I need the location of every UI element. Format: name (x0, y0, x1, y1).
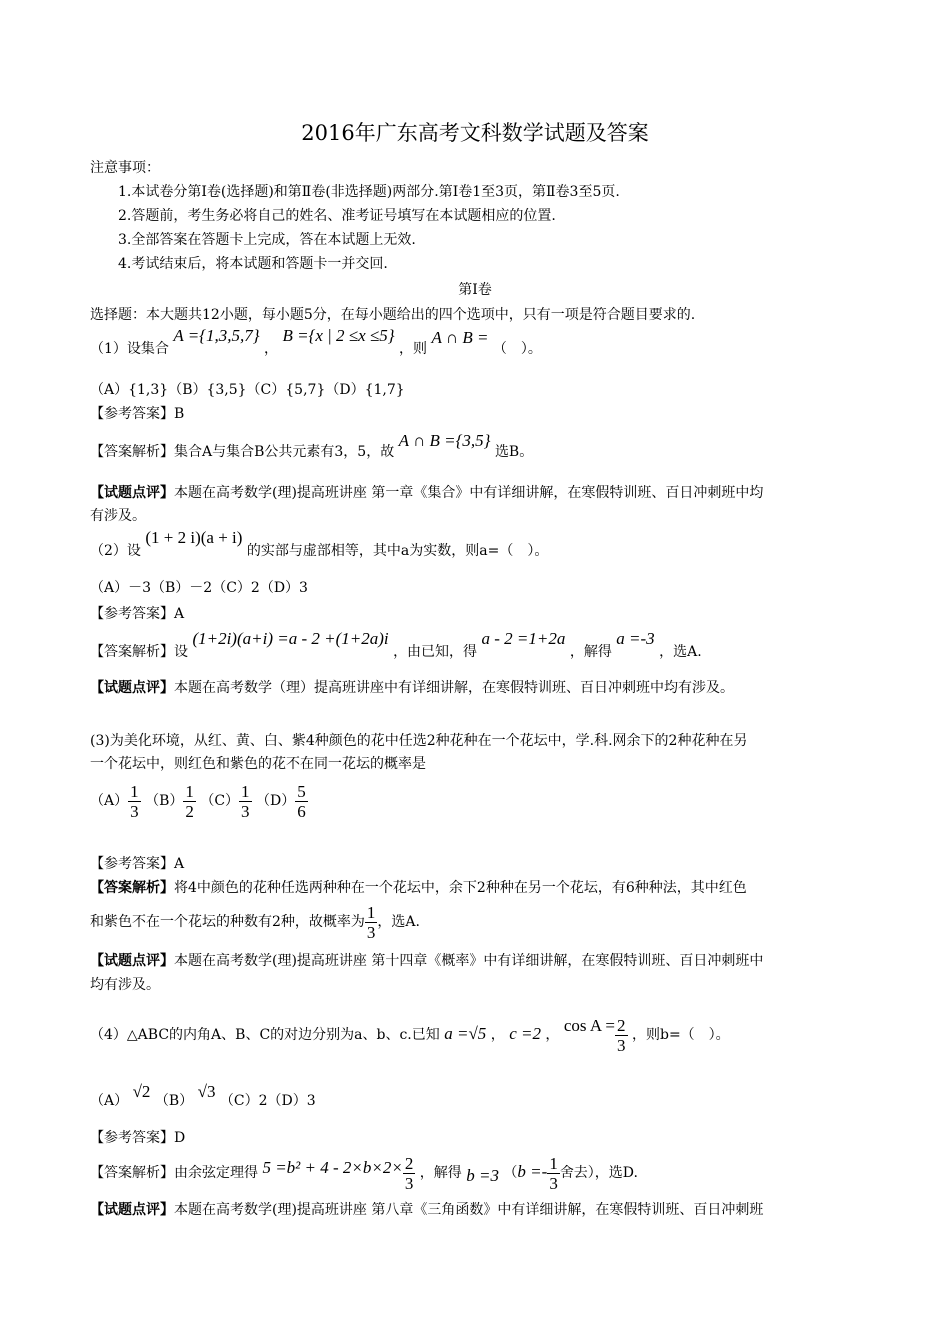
set-a-math: A ={1,3,5,7} (173, 326, 260, 345)
fraction: $\frac{1}{3}$ (241, 781, 250, 821)
question-3-options: （A） $\frac{1}{3}$ （B） $\frac{1}{2}$ （C） $\frac{1}{3}$ （D） $\frac{5}{6}$ (90, 781, 306, 821)
set-b-math: B ={x | 2 ≤x ≤5} (282, 326, 395, 345)
question-1-options: （A）{1,3}（B）{3,5}（C）{5,7}（D）{1,7} (90, 382, 405, 398)
intersection-math: A ∩ B = (431, 328, 489, 347)
question-4-explanation: 【答案解析】由余弦定理得 5 =b² + 4 - 2×b×2× $\frac{2}{3}$ ，解得 b =3 （b =- $\frac{1}{3}$ 舍去），选D. (90, 1153, 638, 1193)
notice-item: 3.全部答案在答题卡上完成，答在本试题上无效. (118, 232, 416, 248)
fraction: $\frac{5}{6}$ (297, 781, 306, 821)
section-intro: 选择题：本大题共12小题，每小题5分，在每小题给出的四个选项中，只有一项是符合题目要求的. (90, 307, 696, 323)
question-3-review: 【试题点评】本题在高考数学(理)提高班讲座 第十四章《概率》中有详细讲解，在寒假特训班、百日冲刺班中 (90, 953, 764, 969)
question-3-answer: 【参考答案】A (90, 856, 185, 872)
question-1-answer: 【参考答案】B (90, 406, 185, 422)
question-3-cont: 一个花坛中，则红色和紫色的花不在同一花坛的概率是 (90, 756, 426, 772)
question-4-review: 【试题点评】本题在高考数学(理)提高班讲座 第八章《三角函数》中有详细讲解，在寒假特训班、百日冲刺班 (90, 1202, 764, 1218)
question-2-review: 【试题点评】本题在高考数学（理）提高班讲座中有详细讲解，在寒假特训班、百日冲刺班中均有涉及。 (90, 680, 734, 696)
question-3-explanation: 【答案解析】将4中颜色的花种任选两种种在一个花坛中，余下2种种在另一个花坛，有6种种法，其中红色 (90, 880, 747, 896)
page-title: 2016年广东高考文科数学试题及答案 (301, 121, 649, 145)
question-3-review-cont: 均有涉及。 (90, 977, 160, 993)
question-2-options: （A）－3（B）－2（C）2（D）3 (90, 580, 308, 596)
question-2: （2）设 (1 + 2 i)(a + i) 的实部与虚部相等，其中a为实数，则a=（ ）。 (90, 528, 549, 559)
question-4-options: （A） √2 （B） √3 （C）2（D）3 (90, 1082, 316, 1109)
question-3-explanation-cont: 和紫色不在一个花坛的种数有2种，故概率为 $\frac{1}{3}$ ，选A. (90, 902, 420, 942)
question-1-review-cont: 有涉及。 (90, 508, 146, 524)
notice-item: 1.本试卷分第Ⅰ卷(选择题)和第Ⅱ卷(非选择题)两部分.第Ⅰ卷1至3页，第Ⅱ卷3至5页. (118, 184, 620, 200)
fraction: $\frac{1}{3}$ (130, 781, 139, 821)
section-heading: 第Ⅰ卷 (458, 282, 492, 298)
notice-item: 4.考试结束后，将本试题和答题卡一并交回. (118, 256, 388, 272)
complex-expr-math: (1 + 2 i)(a + i) (145, 528, 243, 547)
notice-heading: 注意事项： (90, 160, 160, 176)
question-4: （4）△ABC的内角A、B、C的对边分别为a、b、c.已知 a =√5 ， c =2 ， cos A = $\frac{2}{3}$ ，则b=（ ）。 (90, 1015, 730, 1055)
question-1-explanation: 【答案解析】集合A与集合B公共元素有3，5，故 A ∩ B ={3,5} 选B。 (90, 431, 534, 460)
question-4-answer: 【参考答案】D (90, 1130, 186, 1146)
question-1-review: 【试题点评】本题在高考数学(理)提高班讲座 第一章《集合》中有详细讲解，在寒假特训班、百日冲刺班中均 (90, 485, 764, 501)
question-2-explanation: 【答案解析】设 (1+2i)(a+i) =a - 2 +(1+2a)i ，由已知，得 a - 2 =1+2a ，解得 a =-3 ，选A. (90, 629, 702, 660)
notice-item: 2.答题前，考生务必将自己的姓名、准考证号填写在本试题相应的位置. (118, 208, 556, 224)
question-3: (3)为美化环境，从红、黄、白、紫4种颜色的花中任选2种花种在一个花坛中，学.科.网余下的2种花种在另 (90, 733, 748, 749)
fraction: $\frac{1}{2}$ (185, 781, 194, 821)
question-2-answer: 【参考答案】A (90, 606, 185, 622)
question-1: （1）设集合 A ={1,3,5,7} ， B ={x | 2 ≤x ≤5} ，则 A ∩ B = （ ）。 (90, 326, 542, 357)
